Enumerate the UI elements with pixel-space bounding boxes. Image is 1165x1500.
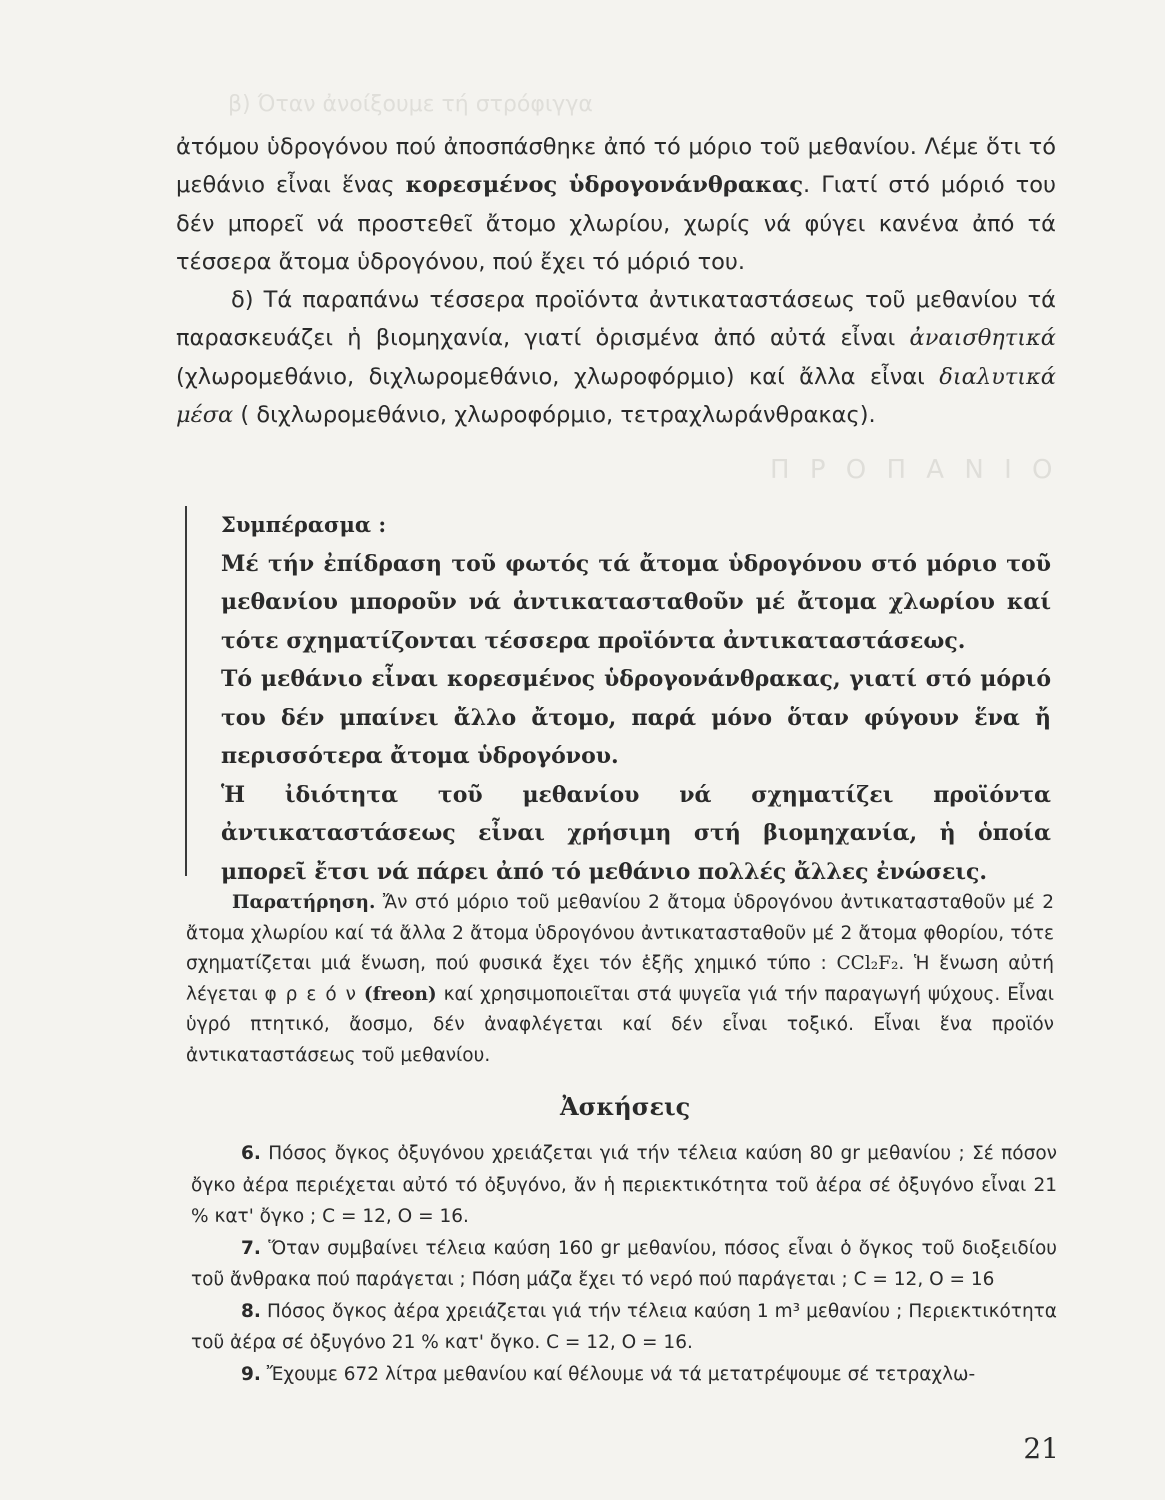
intro-p2-end: ( διχλωρομεθάνιο, χλωροφόρμιο, τετραχλωράνθρακας). <box>233 402 876 429</box>
note-text-mid: . Ἡ ἕνωση αὐτή λέγεται <box>186 953 1054 1005</box>
intro-paragraph-1 <box>176 128 1056 281</box>
bleed-through-line: β) Όταν ἀνοίξουμε τή στρόφιγγα <box>228 92 593 117</box>
exercise-text: Πόσος ὄγκος ὀξυγόνου χρειάζεται γιά τήν τέλεια καύση 80 gr μεθανίου ; Σέ πόσον ὄγκο ἀέρα περιέχεται αὐτό τό ὀξυγόνο, ἄν ἡ περιεκτικότητα τοῦ ἀέρα σέ ὀξυγόνο εἶναι 21 % κατ' ὄγκο ; C = 12, O = 16. <box>191 1143 1057 1227</box>
exercise-text: Ἔχουμε 672 λίτρα μεθανίου καί θέλουμε νά τά μετατρέψουμε σέ τετραχλω- <box>260 1363 976 1385</box>
note-paragraph <box>186 888 1054 1071</box>
exercises-heading: Ἀσκήσεις <box>560 1092 691 1121</box>
exercise-item <box>191 1359 1057 1391</box>
bleed-through-heading: Π Ρ Ο Π Α Ν Ι Ο <box>770 455 1059 485</box>
note-block <box>186 888 1054 1071</box>
conclusion-paragraph-1: Μέ τήν ἐπίδραση τοῦ φωτός τά ἄτομα ὑδρογόνου στό μόριο τοῦ μεθανίου μποροῦν νά ἀντικατασταθοῦν μέ ἄτομα χλωρίου καί τότε σχηματίζονται τέσσερα προϊόντα ἀντικαταστάσεως. <box>221 550 1051 654</box>
intro-p2-mid: (χλωρομεθάνιο, διχλωρομεθάνιο, χλωροφόρμιο) καί ἄλλα εἶναι <box>176 363 940 390</box>
exercise-text: Πόσος ὄγκος ἀέρα χρειάζεται γιά τήν τέλεια καύση 1 m³ μεθανίου ; Περιεκτικότητα τοῦ ἀέρα σέ ὀξυγόνο 21 % κατ' ὄγκο. C = 12, O = 16. <box>191 1300 1057 1353</box>
exercise-number: 9. <box>241 1363 261 1385</box>
conclusion-box <box>185 506 1051 885</box>
intro-p2-italic-solvent: διαλυτικά μέσα <box>176 363 1056 429</box>
intro-p1-bold-term: κορεσμένος ὑδρογονάνθρακας <box>405 172 804 199</box>
intro-text <box>176 128 1056 434</box>
exercise-number: 8. <box>241 1300 261 1322</box>
exercise-text: Ὅταν συμβαίνει τέλεια καύση 160 gr μεθανίου, πόσος εἶναι ὁ ὄγκος τοῦ διοξειδίου τοῦ ἄνθρακα πού παράγεται ; Πόση μάζα ἔχει τό νερό πού παράγεται ; C = 12, O = 16 <box>191 1237 1057 1290</box>
intro-p2-start: δ) Τά παραπάνω τέσσερα προϊόντα ἀντικαταστάσεως τοῦ μεθανίου τά παρασκευάζει ἡ βιομηχανία, γιατί ὁρισμένα ἀπό αὐτά εἶναι <box>176 287 1056 352</box>
intro-p1-start: ἀτόμου ὑδρογόνου πού ἀποσπάσθηκε ἀπό τό μόριο τοῦ μεθανίου. Λέμε ὅτι τό μεθάνιο εἶναι ἕνας <box>176 134 1056 199</box>
exercise-number: 7. <box>241 1237 261 1259</box>
exercise-number: 6. <box>241 1143 261 1164</box>
note-text-end: καί χρησιμοποιεῖται στά ψυγεῖα γιά τήν παραγωγή ψύχους. Εἶναι ὑγρό πτητικό, ἄοσμο, δέν ἀναφλέγεται καί δέν εἶναι τοξικό. Εἶναι ἕνα προϊόν ἀντικαταστάσεως τοῦ μεθανίου. <box>186 983 1054 1066</box>
intro-paragraph-2 <box>176 281 1056 434</box>
intro-p2-italic-anesthetic: ἀναισθητικά <box>909 325 1056 352</box>
conclusion-paragraph-2: Τό μεθάνιο εἶναι κορεσμένος ὑδρογονάνθρακας, γιατί στό μόριό του δέν μπαίνει ἄλλο ἄτομο, παρά μόνο ὅταν φύγουν ἕνα ἤ περισσότερα ἄτομα ὑδρογόνου. <box>221 666 1051 769</box>
note-label: Παρατήρηση. <box>232 892 376 913</box>
note-formula: CCl₂F₂ <box>836 953 899 974</box>
conclusion-title: Συμπέρασμα : <box>221 512 387 537</box>
note-freon-greek: φ ρ ε ό ν <box>264 983 357 1005</box>
exercise-item <box>191 1296 1057 1359</box>
page-number: 21 <box>1023 1432 1059 1465</box>
exercise-item <box>191 1138 1057 1233</box>
note-freon-english: (freon) <box>363 983 437 1005</box>
conclusion-paragraph-3: Ἡ ἰδιότητα τοῦ μεθανίου νά σχηματίζει προϊόντα ἀντικαταστάσεως εἶναι χρήσιμη στή βιομηχανία, ἡ ὁποία μπορεῖ ἔτσι νά πάρει ἀπό τό μεθάνιο πολλές ἄλλες ἐνώσεις. <box>221 781 1051 885</box>
exercise-item <box>191 1233 1057 1296</box>
intro-p1-end: . Γιατί στό μόριό του δέν μπορεῖ νά προστεθεῖ ἄτομο χλωρίου, χωρίς νά φύγει κανένα ἀπό τά τέσσερα ἄτομα ὑδρογόνου, πού ἔχει τό μόριό του. <box>176 172 1056 275</box>
exercises-list <box>191 1138 1057 1390</box>
note-text-start: Ἄν στό μόριο τοῦ μεθανίου 2 ἄτομα ὑδρογόνου ἀντικατασταθοῦν μέ 2 ἄτομα χλωρίου καί τά ἄλλα 2 ἄτομα ὑδρογόνου ἀντικατασταθοῦν μέ 2 ἄτομα φθορίου, τότε σχηματίζεται μιά ἕνωση, πού φυσικά ἔχει τόν ἑξῆς χημικό τύπο : <box>186 892 1054 974</box>
